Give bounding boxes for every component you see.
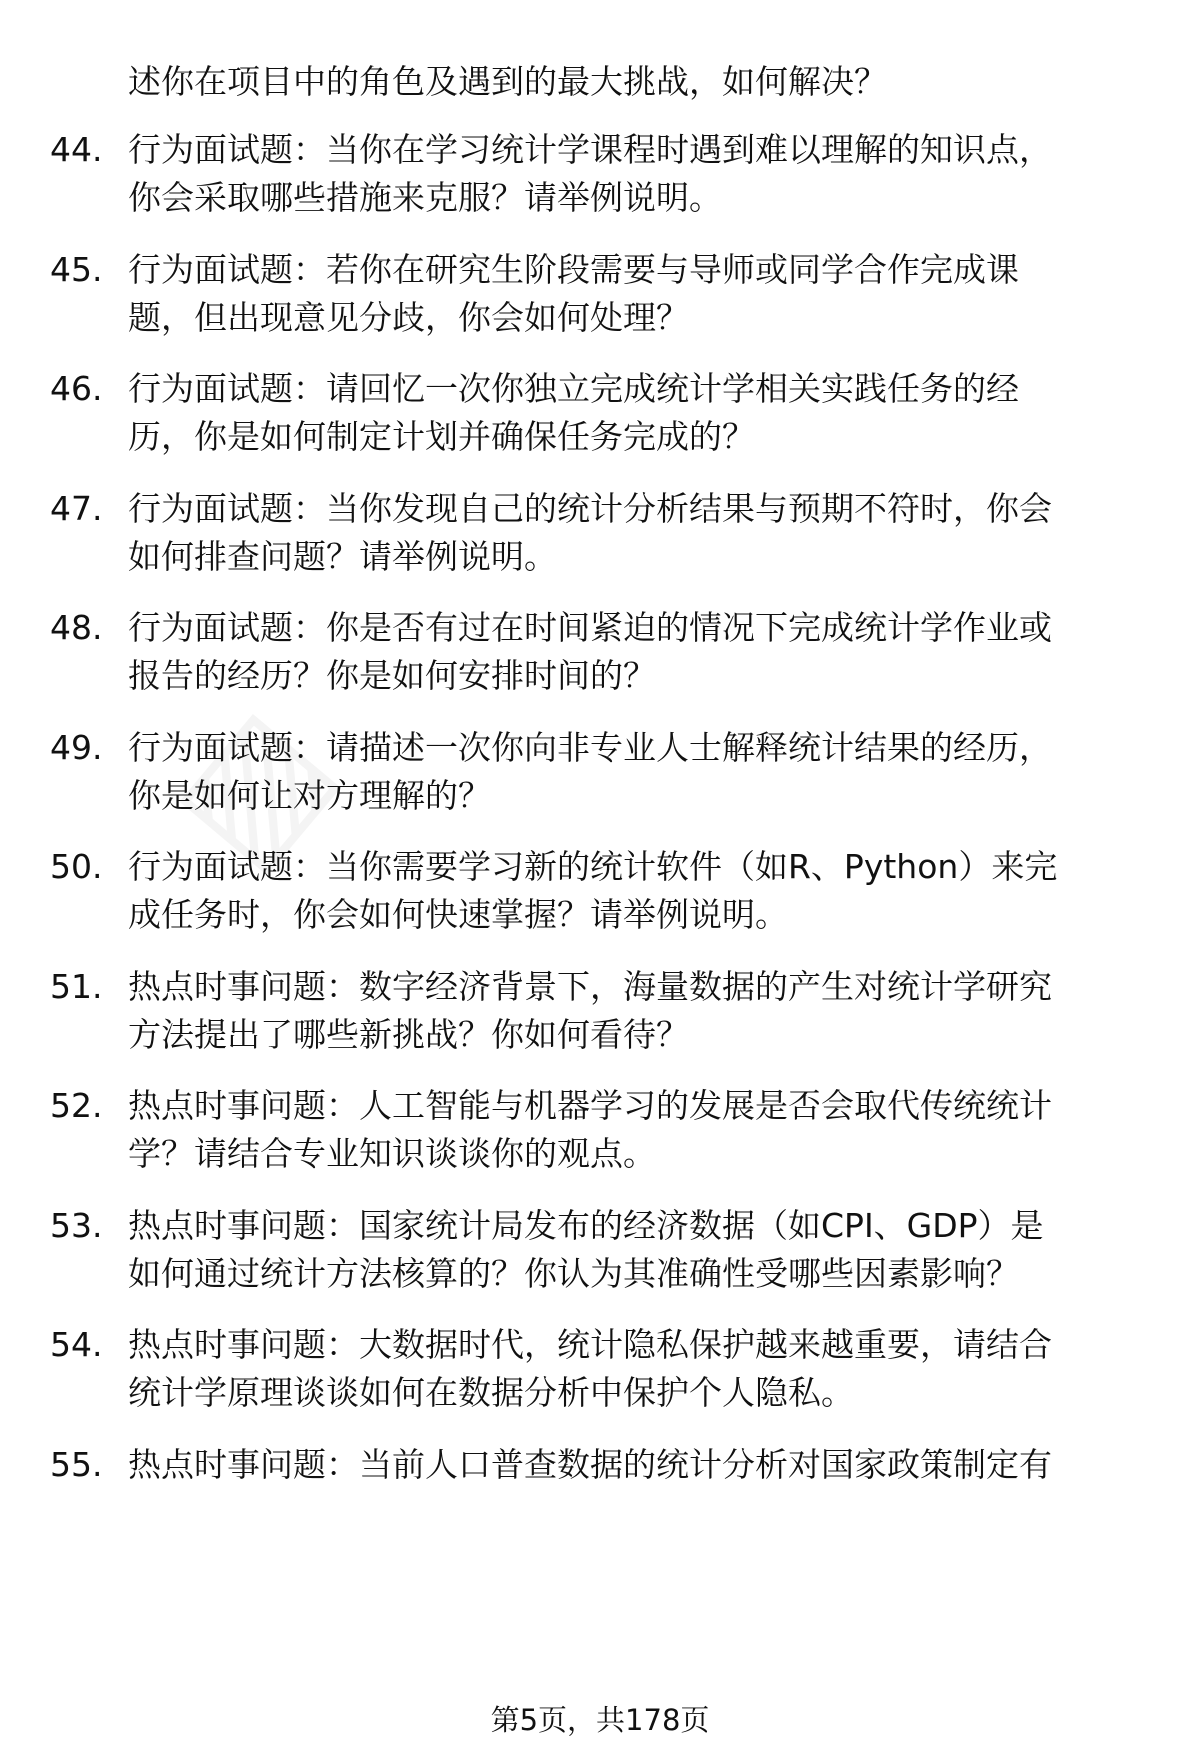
continuation-text: 述你在项目中的角色及遇到的最大挑战，如何解决？ xyxy=(128,62,887,101)
question-text-line: 如何通过统计方法核算的？你认为其准确性受哪些因素影响？ xyxy=(128,1254,1019,1293)
question-text-line: 行为面试题：请描述一次你向非专业人士解释统计结果的经历， xyxy=(128,728,1052,767)
question-text xyxy=(128,485,1158,581)
question-number: 51. xyxy=(50,967,103,1006)
question-text-line: 热点时事问题：人工智能与机器学习的发展是否会取代传统统计 xyxy=(128,1086,1052,1125)
question-text xyxy=(128,604,1158,700)
question-number: 49. xyxy=(50,728,103,767)
question-text xyxy=(128,963,1158,1059)
question-text-line: 学？请结合专业知识谈谈你的观点。 xyxy=(128,1134,656,1173)
question-text-line: 你是如何让对方理解的？ xyxy=(128,776,491,815)
question-text-line: 行为面试题：当你在学习统计学课程时遇到难以理解的知识点， xyxy=(128,130,1052,169)
question-number: 48. xyxy=(50,608,103,647)
question-text-line: 历，你是如何制定计划并确保任务完成的？ xyxy=(128,417,755,456)
question-text-line: 热点时事问题：当前人口普查数据的统计分析对国家政策制定有 xyxy=(128,1445,1052,1484)
question-text-line: 热点时事问题：国家统计局发布的经济数据（如CPI、GDP）是 xyxy=(128,1206,1044,1245)
question-number: 44. xyxy=(50,130,103,169)
question-text-line: 行为面试题：若你在研究生阶段需要与导师或同学合作完成课 xyxy=(128,250,1019,289)
question-text-line: 成任务时，你会如何快速掌握？请举例说明。 xyxy=(128,895,788,934)
page-footer: 第5页，共178页 xyxy=(490,1703,710,1737)
question-text xyxy=(128,724,1158,820)
question-text-line: 行为面试题：当你需要学习新的统计软件（如R、Python）来完 xyxy=(128,847,1058,886)
question-text-line: 如何排查问题？请举例说明。 xyxy=(128,537,557,576)
question-number: 45. xyxy=(50,250,103,289)
question-text-line: 行为面试题：当你发现自己的统计分析结果与预期不符时，你会 xyxy=(128,489,1052,528)
question-text xyxy=(128,246,1158,342)
question-text-line: 报告的经历？你是如何安排时间的？ xyxy=(128,656,656,695)
question-text-line: 题，但出现意见分歧，你会如何处理？ xyxy=(128,298,689,337)
question-text-line: 热点时事问题：大数据时代，统计隐私保护越来越重要，请结合 xyxy=(128,1325,1052,1364)
question-text xyxy=(128,1321,1158,1417)
question-number: 55. xyxy=(50,1445,103,1484)
question-number: 54. xyxy=(50,1325,103,1364)
question-text-line: 统计学原理谈谈如何在数据分析中保护个人隐私。 xyxy=(128,1373,854,1412)
question-number: 46. xyxy=(50,369,103,408)
question-text xyxy=(128,1082,1158,1178)
question-text xyxy=(128,1441,1158,1489)
question-text-line: 行为面试题：请回忆一次你独立完成统计学相关实践任务的经 xyxy=(128,369,1019,408)
question-number: 47. xyxy=(50,489,103,528)
question-text-line: 热点时事问题：数字经济背景下，海量数据的产生对统计学研究 xyxy=(128,967,1052,1006)
question-text xyxy=(128,1202,1158,1298)
question-number: 52. xyxy=(50,1086,103,1125)
question-text-line: 方法提出了哪些新挑战？你如何看待？ xyxy=(128,1015,689,1054)
question-text-line: 行为面试题：你是否有过在时间紧迫的情况下完成统计学作业或 xyxy=(128,608,1052,647)
question-number: 53. xyxy=(50,1206,103,1245)
question-number: 50. xyxy=(50,847,103,886)
question-text xyxy=(128,843,1158,939)
question-text xyxy=(128,126,1158,222)
question-text-line: 你会采取哪些措施来克服？请举例说明。 xyxy=(128,178,722,217)
question-text xyxy=(128,365,1158,461)
